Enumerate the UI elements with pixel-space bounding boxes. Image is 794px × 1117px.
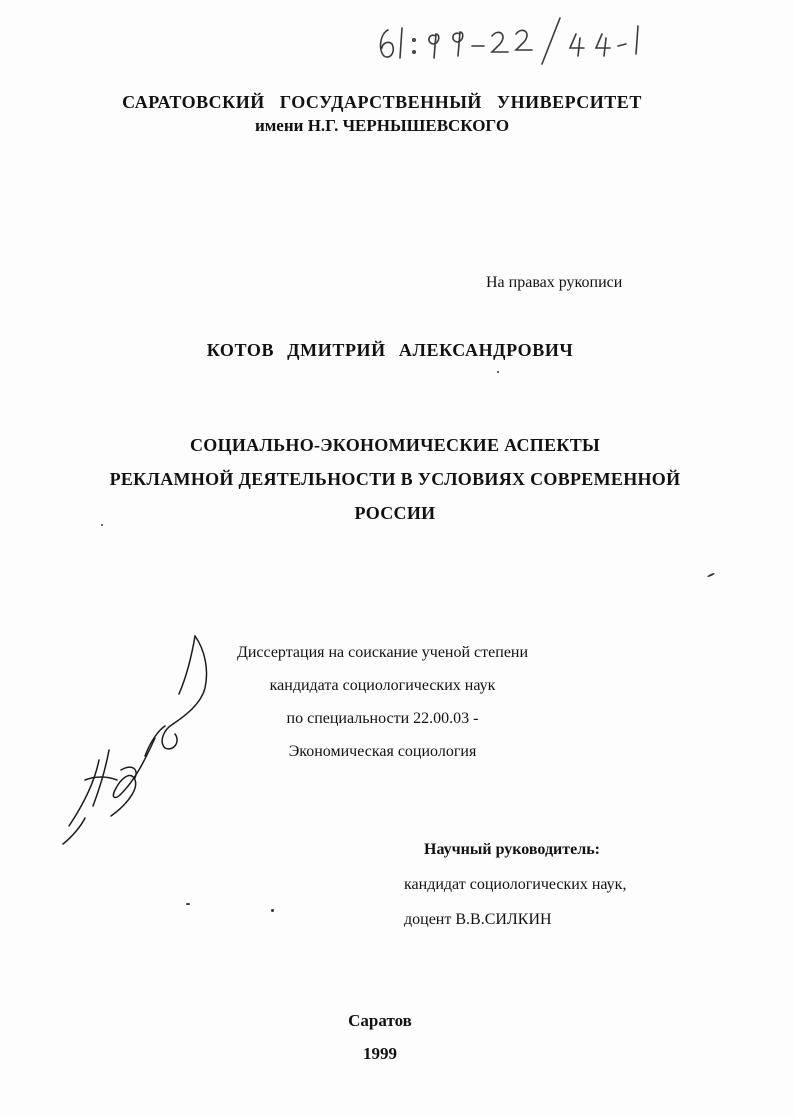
university-name: САРАТОВСКИЙ ГОСУДАРСТВЕННЫЙ УНИВЕРСИТЕТ: [122, 92, 642, 112]
advisor-label: Научный руководитель:: [424, 841, 600, 858]
signature: [55, 630, 225, 860]
dissertation-line: кандидата социологических наук: [269, 677, 496, 694]
author-name: КОТОВ ДМИТРИЙ АЛЕКСАНДРОВИЧ: [206, 340, 574, 360]
manuscript-rights-note: На правах рукописи: [486, 274, 623, 291]
university-dedication: имени Н.Г. ЧЕРНЫШЕВСКОГО: [254, 116, 510, 135]
dissertation-line: Диссертация на соискание ученой степени: [236, 644, 529, 661]
scan-speck: [101, 524, 103, 526]
advisor-name: доцент В.В.СИЛКИН: [404, 911, 552, 928]
dissertation-line: по специальности 22.00.03 -: [286, 710, 479, 727]
scan-speck: [186, 903, 190, 905]
scan-speck: [707, 572, 715, 577]
thesis-title: [60, 428, 730, 530]
signature-svg: [55, 630, 225, 860]
dissertation-description: [200, 636, 565, 768]
title-line: РОССИИ: [354, 503, 436, 523]
title-line: РЕКЛАМНОЙ ДЕЯТЕЛЬНОСТИ В УСЛОВИЯХ СОВРЕМЕННОЙ: [109, 469, 681, 489]
year: 1999: [363, 1044, 397, 1063]
advisor-degree: кандидат социологических наук,: [404, 876, 627, 893]
scan-speck: [497, 371, 499, 373]
archive-mark-svg: [370, 8, 670, 68]
title-line: СОЦИАЛЬНО-ЭКОНОМИЧЕСКИЕ АСПЕКТЫ: [189, 435, 601, 455]
scan-speck: [271, 909, 274, 912]
archive-mark-handwriting: [370, 8, 670, 68]
city: Саратов: [348, 1011, 412, 1030]
dissertation-line: Экономическая социология: [288, 743, 477, 760]
